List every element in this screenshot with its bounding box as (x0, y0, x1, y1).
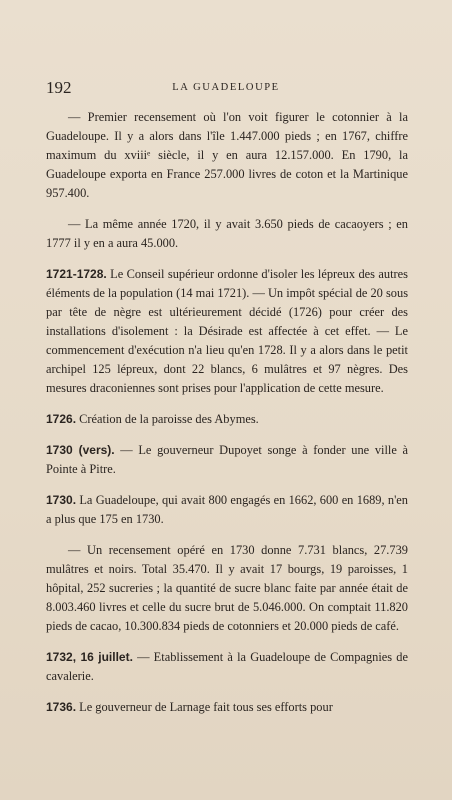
entry-year: 1732, 16 juillet. (46, 650, 133, 664)
paragraph-cotton-census: — Premier recensement où l'on voit figurer le cotonnier à la Guadeloupe. Il y a alors dans l'île 1.447.000 pieds ; en 1767, chiffre maximum du xviiiᵉ siècle, il y en aura 12.157.000. En 1790, la Guadeloupe exporta en France 257.000 livres de coton et la Martinique 957.400. (46, 110, 408, 200)
page-header (46, 78, 406, 100)
paragraph-cacao-1720: — La même année 1720, il y avait 3.650 pieds de cacaoyers ; en 1777 il y en a aura 45.000. (46, 217, 408, 250)
entry-year: 1736. (46, 700, 77, 714)
paragraph-census-1730: — Un recensement opéré en 1730 donne 7.731 blancs, 27.739 mulâtres et noirs. Total 35.470. Il y avait 17 bourgs, 19 paroisses, 1 hôpital, 252 sucreries ; la quantité de sucre blanc faite par année était de 8.003.460 livres et celle du sucre brut de 5.046.000. On comptait 11.820 pieds de cacao, 10.300.834 pieds de cotonniers et 20.000 pieds de café. (46, 543, 408, 633)
entry-1721-1728: 1721-1728. Le Conseil supérieur ordonne d'isoler les lépreux des autres éléments de la population (14 mai 1721). — Un impôt spécial de 20 sous par tête de nègre est ultérieurement décidé (1726) pour créer des installations d'isolement : la Désirade est affectée à cet effet. — Le commencement d'exécution n'a lieu qu'en 1728. Il y a alors dans le petit archipel 125 lépreux, dont 22 blancs, 6 mulâtres et 97 nègres. Des mesures draconiennes sont prises pour l'application de cette mesure. (46, 267, 409, 395)
page-body (46, 108, 408, 717)
entry-year: 1721-1728. (46, 267, 107, 281)
entry-1732: 1732, 16 juillet. — Etablissement à la Guadeloupe de Compagnies de cavalerie. (46, 650, 408, 683)
entry-1730: 1730. La Guadeloupe, qui avait 800 engagés en 1662, 600 en 1689, n'en a plus que 175 en 1730. (46, 493, 408, 526)
running-title: LA GUADELOUPE (172, 82, 280, 93)
entry-1730-vers: 1730 (vers). — Le gouverneur Dupoyet songe à fonder une ville à Pointe à Pitre. (46, 443, 409, 476)
page-number: 192 (46, 78, 72, 97)
entry-year: 1726. (46, 412, 77, 426)
entry-1736: 1736. Le gouverneur de Larnage fait tous ses efforts pour (46, 700, 333, 714)
entry-year: 1730 (vers). (46, 443, 115, 457)
entry-year: 1730. (46, 493, 77, 507)
entry-1726: 1726. Création de la paroisse des Abymes. (46, 412, 259, 426)
